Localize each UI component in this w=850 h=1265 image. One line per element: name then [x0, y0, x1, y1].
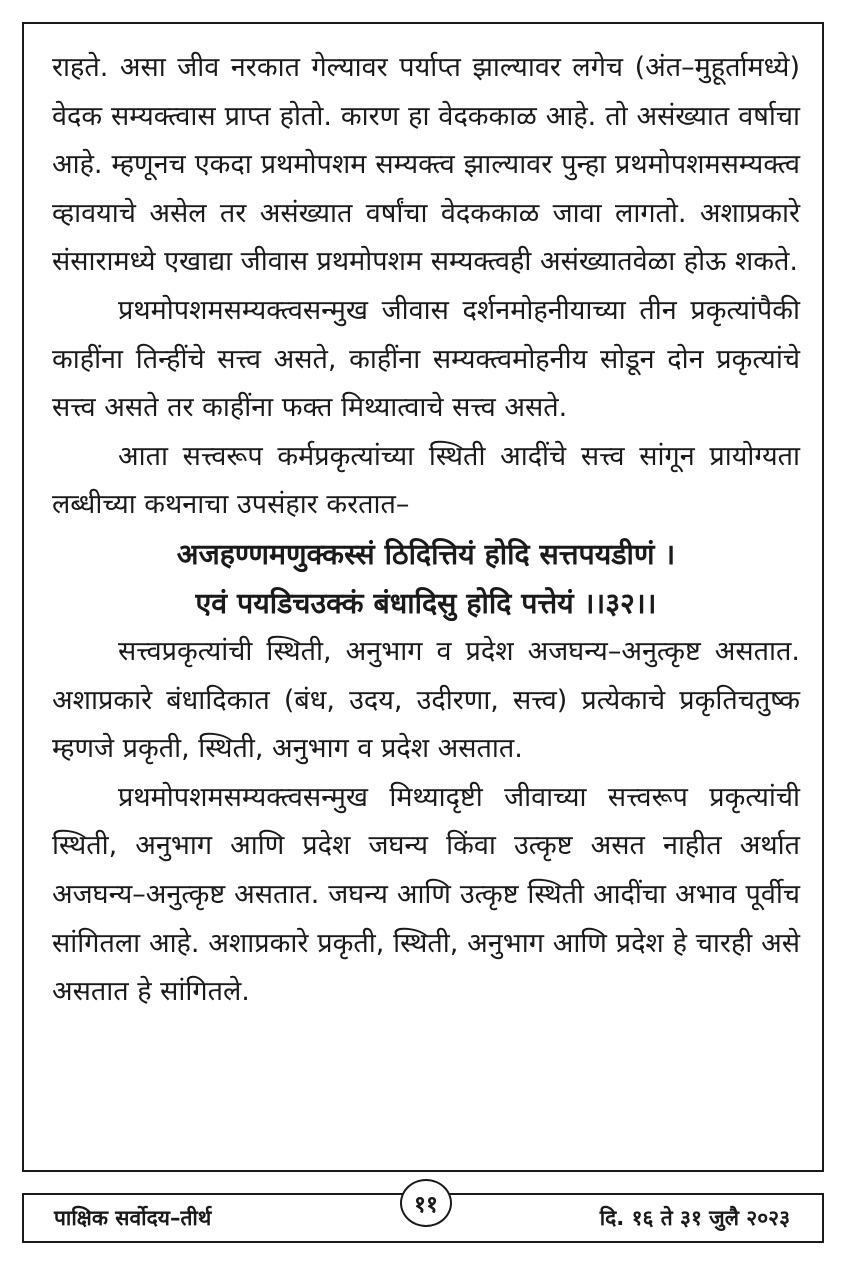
paragraph-3: आता सत्त्वरूप कर्मप्रकृत्यांच्या स्थिती आदींचे सत्त्व सांगून प्रायोग्यता लब्धीच्या कथनाचा उपसंहार करतात–	[52, 440, 800, 521]
publication-title: पाक्षिक सर्वोदय–तीर्थ	[54, 1206, 212, 1230]
paragraph-5: प्रथमोपशमसम्यक्त्वसन्मुख मिथ्यादृष्टी जीवाच्या सत्त्वरूप प्रकृत्यांची स्थिती, अनुभाग आणि प्रदेश जघन्य किंवा उत्कृष्ट असत नाहीत अर्थात अजघन्य–अनुत्कृष्ट असतात. जघन्य आणि उत्कृष्ट स्थिती आदींचा अभाव पूर्वीच सांगितला आहे. अशाप्रकारे प्रकृती, स्थिती, अनुभाग आणि प्रदेश हे चारही असे असतात हे सांगितले.	[52, 781, 800, 1008]
issue-date: दि. १६ ते ३१ जुलै २०२३	[599, 1206, 790, 1230]
paragraph-4: सत्त्वप्रकृत्यांची स्थिती, अनुभाग व प्रदेश अजघन्य–अनुत्कृष्ट असतात. अशाप्रकारे बंधादिकात (बंध, उदय, उदीरणा, सत्त्व) प्रत्येकाचे प्रकृतिचतुष्क म्हणजे प्रकृती, स्थिती, अनुभाग व प्रदेश असतात.	[52, 635, 800, 765]
page-body	[52, 44, 800, 1017]
paragraph-2: प्रथमोपशमसम्यक्त्वसन्मुख जीवास दर्शनमोहनीयाच्या तीन प्रकृत्यांपैकी काहींना तिन्हींचे सत्त्व असते, काहींना सम्यक्त्वमोहनीय सोडून दोन प्रकृत्यांचे सत्त्व असते तर काहींना फक्त मिथ्यात्वाचे सत्त्व असते.	[52, 294, 800, 424]
verse-line-1: अजहण्णमणुक्कस्सं ठिदित्तियं होदि सत्तपयडीणं ।	[176, 537, 676, 571]
verse-line-2: एवं पयडिचउक्कं बंधादिसु होदि पत्तेयं ।।३२।।	[195, 586, 657, 620]
page-number: ११	[400, 1179, 452, 1227]
paragraph-1: राहते. असा जीव नरकात गेल्यावर पर्याप्त झाल्यावर लगेच (अंत–मुहूर्तामध्ये) वेदक सम्यक्त्वास प्राप्त होतो. कारण हा वेदककाळ आहे. तो असंख्यात वर्षाचा आहे. म्हणूनच एकदा प्रथमोपशम सम्यक्त्व झाल्यावर पुन्हा प्रथमोपशमसम्यक्त्व व्हावयाचे असेल तर असंख्यात वर्षांचा वेदककाळ जावा लागतो. अशाप्रकारे संसारामध्ये एखाद्या जीवास प्रथमोपशम सम्यक्त्वही असंख्यातवेळा होऊ शकते.	[52, 52, 800, 278]
page-footer	[22, 1193, 824, 1243]
